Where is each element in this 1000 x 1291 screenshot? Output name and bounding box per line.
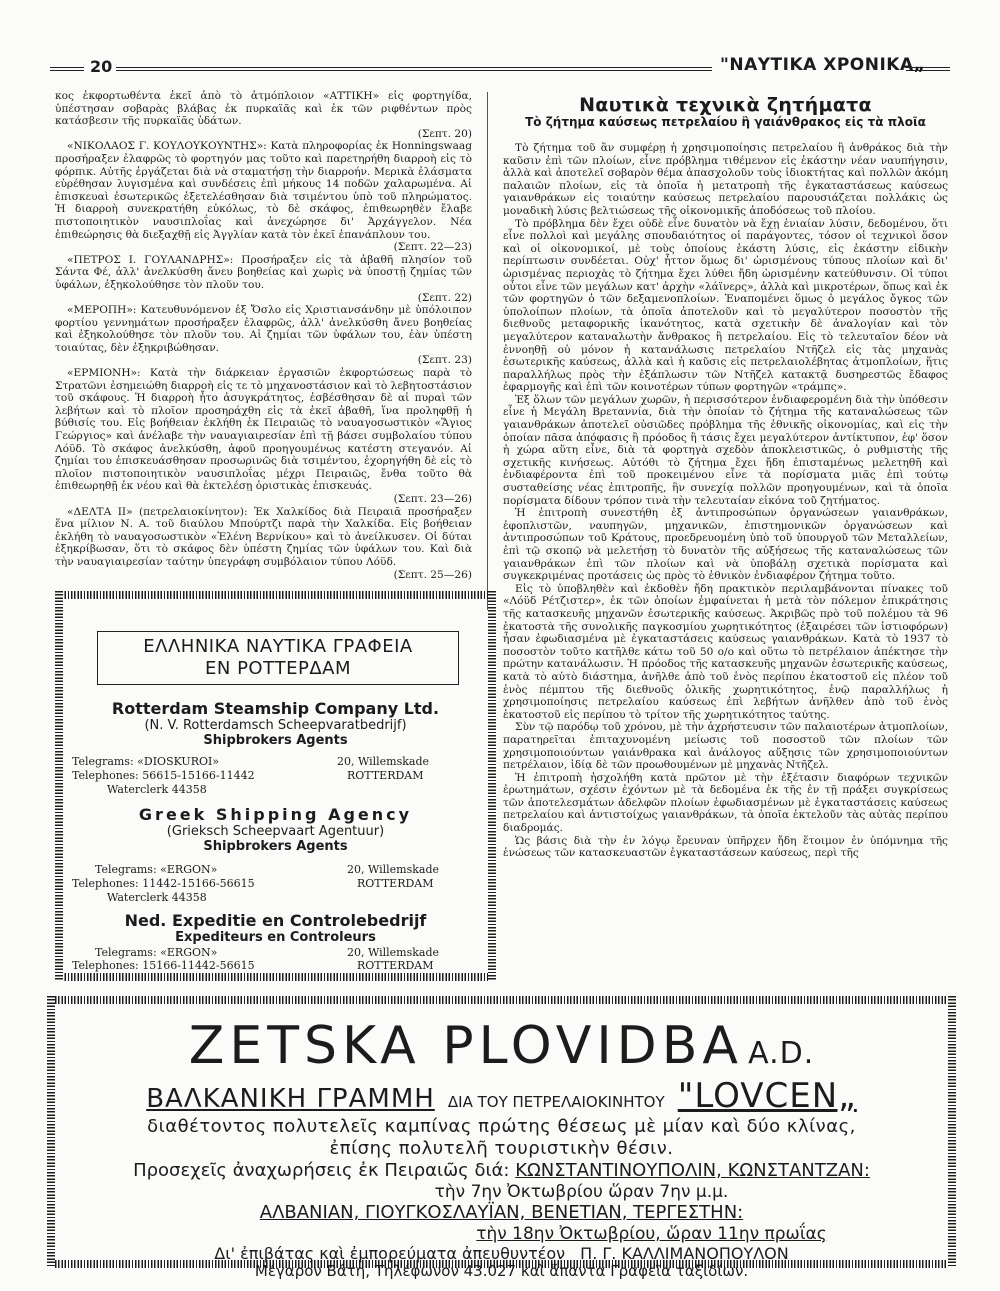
article-subtitle: Τὸ ζήτημα καύσεως πετρελαίου ἢ γαιάνθρακος εἰς τὰ πλοῖα bbox=[525, 115, 926, 129]
ad-border-bottom bbox=[55, 973, 496, 981]
firm2-telephones: Telephones: 11442-15166-56615 bbox=[72, 877, 255, 890]
firm1-waterclerk: Waterclerk 44358 bbox=[107, 783, 207, 796]
firm2-address1: 20, Willemskade bbox=[347, 863, 440, 876]
article-paragraph: Ἡ ἐπιτροπὴ ἠσχολήθη κατὰ πρῶτον μὲ τὴν ἐξέτασιν διαφόρων τεχνικῶν ἐρωτημάτων, σχέσιν ἐχόντων μὲ τὰ δεδομένα ἐκ τῆς ἐν τῇ πράξει συγκρίσεως τῶν ἀποτελεσμάτων ἀδελφῶν πλοίων ἐφωδιασμένων μὲ ἐγκαταστάσεις καύσεως πετρελαίου καὶ ἀντιστοίχως γαιανθράκων, τὰ ὁποῖα ἐκτελοῦν τὰς αὐτὰς περίπου διαδρομάς. bbox=[503, 771, 948, 835]
firm1-address1: 20, Willemskade bbox=[337, 755, 430, 768]
firm-ned-expeditie bbox=[67, 911, 484, 945]
news-item bbox=[55, 506, 472, 582]
banner-departures-label: Προσεχεῖς ἀναχωρήσεις ἐκ Πειραιῶς διά: bbox=[133, 1160, 510, 1181]
news-item bbox=[55, 140, 472, 253]
firm1-role: Shipbrokers Agents bbox=[203, 733, 348, 748]
firm1-address2: ROTTERDAM bbox=[347, 769, 424, 782]
ad-heading-line2: ΕΝ ΡΟΤΤΕΡΔΑΜ bbox=[205, 658, 351, 679]
firm2-role: Shipbrokers Agents bbox=[203, 839, 348, 854]
banner-contact bbox=[55, 1244, 948, 1263]
ad-content bbox=[67, 603, 484, 972]
news-item-date: (Σεπτ. 23—26) bbox=[393, 493, 472, 505]
article-paragraph: Ὡς βάσις διὰ τὴν ἐν λόγῳ ἔρευναν ὑπῆρχεν ἤδη ἕτοιμον ἐν ὑπόμνημα τῆς ἑνώσεως τῶν κατασκευαστῶν ἐγκαταστάσεων καύσεως, περὶ τῆς bbox=[503, 834, 948, 860]
article-title: Ναυτικὰ τεχνικὰ ζητήματα bbox=[579, 94, 872, 116]
ad-heading-line1: ΕΛΛΗΝΙΚΑ ΝΑΥΤΙΚΑ ΓΡΑΦΕΙΑ bbox=[143, 636, 413, 657]
news-item bbox=[55, 254, 472, 304]
firm3-role: Expediteurs en Controleurs bbox=[175, 930, 376, 945]
article-paragraph: Τὸ ζήτημα τοῦ ἂν συμφέρῃ ἡ χρησιμοποίησις πετρελαίου ἢ ἀνθράκος διὰ τὴν καῦσιν ἐπὶ τῶν πλοίων, εἶνε πρόβλημα τιθέμενον εἰς ἑκάστην νέαν ναυπήγησιν, ἀλλὰ καὶ ἀποτελεῖ σοβαρὸν θέμα ἀπασχολοῦν τοὺς ἰδιοκτήτας καὶ πολλῶν ἀκόμη παλαιῶν πλοίων, εἰς τὰ ὁποῖα ἡ μετατροπὴ τῆς ἐγκαταστάσεως καύσεως γαιανθράκων εἰς τοιαύτην καύσεως πετρελαίου παρουσιάζεται πολλάκις ὡς μοναδικὴ λύσις βελτιώσεως τῆς οἰκονομικῆς ἀποδόσεως τοῦ πλοίου. bbox=[503, 142, 948, 217]
ad-heading-frame bbox=[97, 631, 459, 685]
header-rule-right bbox=[906, 67, 950, 71]
page-header bbox=[50, 55, 950, 81]
firm3-telegrams: Telegrams: «ERGON» bbox=[95, 946, 218, 959]
banner-balkan-line: ΒΑΛΚΑΝΙΚΗ ΓΡΑΜΜΗ bbox=[146, 1084, 435, 1114]
banner-tourist-class: ἐπίσης πολυτελῆ τουριστικὴν θέσιν. bbox=[329, 1138, 674, 1159]
ad-border-left bbox=[55, 591, 63, 981]
firm-rotterdam-steamship bbox=[67, 699, 484, 748]
news-item bbox=[55, 90, 472, 140]
banner-title bbox=[55, 1016, 948, 1076]
banner-agent-name: Π. Γ. ΚΑΛΛΙΜΑΝΟΠΟΥΛΟΝ bbox=[580, 1244, 789, 1263]
firm3-address1: 20, Willemskade bbox=[347, 946, 440, 959]
news-item-text: «ΝΙΚΟΛΑΟΣ Γ. ΚΟΥΛΟΥΚΟΥΝΤΗΣ»: Κατὰ πληροφορίας ἐκ Honningswaag προσήραξεν ἐλαφρῶς τὸ φορτηγόν μας τοῦτο καὶ παρετηρήθη διαρροὴ εἰς τὸ φόρπικ. Αὐτῆς ἐργάζεται διὰ νὰ σταματήσῃ τὴν διαρροήν. Μερικὰ ἐλάσματα εὑρέθησαν λυγισμένα καὶ συνδέσεις ἐπὶ μήκους 14 ποδῶν χαλαρωμένα. Αἱ ἐπισκευαὶ ἐσωτερικῶς ἐξετελέσθησαν διὰ τσιμέντου ὑπὸ τοῦ πληρώματος. Ἡ διαρροὴ συνεκρατήθη εὐκόλως, τὸ δὲ σκάφος, ἐπιθεωρηθὲν ἔλαβε πιστοποιητικὸν ναυσιπλοΐας καὶ ἀνεχώρησε δι' Ἀρχάγγελον. Νέα ἐπιθεώρησις θὰ διεξαχθῇ εἰς Ἀγγλίαν κατὰ τὸν ἐκεῖ ἐπανάπλουν του. bbox=[55, 140, 472, 241]
banner-date-1: τὴν 7ην Ὀκτωβρίου ὥραν 7ην μ.μ. bbox=[434, 1182, 729, 1202]
banner-border-right bbox=[948, 996, 956, 1268]
firm2-telegrams: Telegrams: «ERGON» bbox=[95, 863, 218, 876]
banner-destination-2 bbox=[55, 1202, 948, 1223]
firm1-name: Rotterdam Steamship Company Ltd. bbox=[111, 699, 440, 718]
banner-destination-1: ΚΩΝΣΤΑΝΤΙΝΟΥΠΟΛΙΝ, ΚΩΝΣΤΑΝΤΖΑΝ: bbox=[515, 1160, 870, 1181]
banner-departures bbox=[55, 1160, 948, 1181]
banner-address: Μέγαρον Βάτη, Τηλέφωνον 43.027 καὶ ἅπαντα Γραφεῖα ταξιδίων. bbox=[254, 1262, 749, 1280]
news-item-date: (Σεπτ. 20) bbox=[417, 127, 472, 140]
banner-cabins: διαθέτοντος πολυτελεῖς καμπίνας πρώτης θέσεως μὲ μίαν καὶ δύο κλίνας, bbox=[147, 1116, 856, 1137]
firm2-waterclerk: Waterclerk 44358 bbox=[107, 891, 207, 904]
header-rule-middle bbox=[116, 67, 712, 71]
banner-destination-2-text: ΑΛΒΑΝΙΑΝ, ΓΙΟΥΓΚΟΣΛΑΥΪΑΝ, ΒΕΝΕΤΙΑΝ, ΤΕΡΓΕΣΤΗΝ: bbox=[259, 1202, 744, 1223]
firm1-sub: (N. V. Rotterdamsch Scheepvaratbedrijf) bbox=[144, 718, 407, 733]
article-paragraph: Σὺν τῷ παρόδῳ τοῦ χρόνου, μὲ τὴν ἀχρήστευσιν τῶν παλαιοτέρων ἀτμοπλοίων, παρατηρεῖται ἐπιταχυνομένη μείωσις τοῦ ποσοστοῦ τῶν πλοίων τῶν χρησιμοποιούντων γαιάνθρακα καὶ ἀνάλογος αὔξησις τῶν χρησιμοποιούντων πετρέλαιον, ἰδίᾳ δὲ τῶν προωθουμένων μὲ μηχανὰς Ντῆζελ. bbox=[503, 721, 948, 772]
article-paragraph: Εἰς τὸ ὑποβληθὲν καὶ ἐκδοθὲν ἤδη πρακτικὸν περιλαμβάνονται πίνακες τοῦ «Λόϋδ Ρέτζιστερ», ἐκ τῶν ὁποίων ἐμφαίνεται ἡ μετὰ τὸν πόλεμον ἐπικράτησις τῆς κατασκευῆς μηχανῶν ἐσωτερικῆς καύσεως. Ἀκριβῶς πρὸ τοῦ πολέμου τὰ 96 ἑκατοστὰ τῆς συνολικῆς παγκοσμίου χωρητικότητος (ἐξαιρέσει τῶν ἱστιοφόρων) ἦσαν ἐφωδιασμένα μὲ ἐγκαταστάσεις καύσεως γαιανθράκων. Κατὰ τὸ 1937 τὸ ποσοστὸν τοῦτο κατῆλθε κάτω τοῦ 50 ο/ο καὶ οὕτω τὸ πετρέλαιον ἀπέκτησε τὴν πρώτην κατανάλωσιν. Ἡ πρόοδος τῆς κατασκευῆς μηχανῶν ἐσωτερικῆς καύσεως, κατὰ τὸ αὐτὸ διάστημα, ἀνῆλθε ἀπὸ τοῦ ἑνὸς περίπου ἑκατοστοῦ εἰς πλέον τοῦ ἑνὸς πέμπτου τῆς διεθνοῦς ὁλικῆς χωρητικότητος, ἐνῷ παραλλήλως ἡ χρησιμοποίησις πετρελαίου καύσεως ἐπὶ λεβήτων ἀνῆλθεν ἀπὸ τοῦ ἑνὸς ἑκατοστοῦ εἰς περίπου τὸ τρίτον τῆς χωρητικότητος ταύτης. bbox=[503, 582, 948, 721]
firm2-sub: (Grieksch Scheepvaart Agentuur) bbox=[166, 824, 385, 839]
banner-date-2-text: τὴν 18ην Ὀκτωβρίου, ὥραν 11ην πρωΐας bbox=[476, 1224, 827, 1244]
banner-border-left bbox=[47, 996, 55, 1268]
firm2-address2: ROTTERDAM bbox=[357, 877, 434, 890]
firm3-address2: ROTTERDAM bbox=[357, 959, 434, 972]
news-item-text: «ΠΕΤΡΟΣ Ι. ΓΟΥΛΑΝΔΡΗΣ»: Προσήραξεν εἰς τὰ ἀβαθῆ πλησίον τοῦ Σάντα Φέ, ἀλλ' ἀνελκύσθη ἄνευ βοηθείας καὶ χωρὶς νὰ ὑποστῇ ζημίας τῶν ὑφάλων, ἐξηκολούθησε τὸν πλοῦν του. bbox=[55, 253, 472, 291]
news-item bbox=[55, 304, 472, 367]
header-rule-left bbox=[50, 67, 84, 71]
news-item-date: (Σεπτ. 23) bbox=[417, 354, 472, 367]
ad-border-top bbox=[55, 591, 496, 599]
article-paragraph: Τὸ πρόβλημα δὲν ἔχει οὐδὲ εἶνε δυνατὸν νὰ ἔχῃ ἑνιαίαν λύσιν, δεδομένου, ὅτι εἶνε πολλοὶ καὶ μεγάλης σπουδαιότητος οἱ παράγοντες, τόσον οἱ τεχνικοὶ ὅσον καὶ οἱ οἰκονομικοί, μὲ τοὺς ὁποίους ἑκάστη λύσις, εἰς ἑκάστην εἰδικὴν περίπτωσιν συνδέεται. Οὐχ' ἧττον ὅμως δι' ὡρισμένους τύπους πλοίων καὶ δι' ὡρισμένας περιοχὰς τὸ ζήτημα ἔχει λύθει ἤδη ὡρισμένην κατεύθυνσιν. Οἱ τύποι οὗτοι εἶνε τῶν μεγάλων κατ' ἀρχὴν «λάϊνερς», ἀλλὰ καὶ μικροτέρων, ὅπως καὶ ἐκ τῶν φορτηγῶν ὁ τῶν δεξαμενοπλοίων. Ἐναπομένει ὅμως ὁ μεγάλος ὄγκος τῶν ὑπολοίπων πλοίων, τὰ ὁποῖα ἀποτελοῦν καὶ τὸ μεγαλύτερον ποσοστὸν τῆς διεθνοῦς μεταφορικῆς ἱκανότητος, κατὰ σχετικὴν δὲ ἀναλογίαν καὶ τὸν μεγαλύτερον καταναλωτὴν ἄνθρακος ἢ πετρελαίου. Εἰς τὸ τελευταῖον δέον νὰ ἐννοηθῇ οὐ μόνον ἡ κατανάλωσις πετρελαίου Ντῆζελ εἰς τὰς μηχανὰς ἐσωτερικῆς καύσεως, ἀλλὰ καὶ ἡ καῦσις εἰς πετρελαιολέβητας ἀτμοπλοίων, ἥτις παραλλήλως πρὸς τὴν ἐξάπλωσιν τῶν Ντῆζελ κατακτᾷ δυσηρεστῶς ἔδαφος ἐφαρμογῆς καὶ ἐπὶ τῶν κοινοτέρων τύπων φορτηγῶν «τράμπς». bbox=[503, 217, 948, 394]
banner-line-route bbox=[55, 1076, 948, 1116]
news-item-date: (Σεπτ. 22) bbox=[417, 291, 472, 304]
page-number: 20 bbox=[90, 57, 113, 76]
firm2-name: Greek Shipping Agency bbox=[138, 805, 413, 824]
news-item-text: κος ἐκφορτωθέντα ἐκεῖ ἀπὸ τὸ ἀτμόπλοιον «ΑΤΤΙΚΗ» εἰς φορτηγίδα, ὑπέστησαν σοβαρὰς βλάβας ἐκ πυρκαϊᾶς καὶ ἐκ τῶν ριφθέντων πρὸς κατάσβεσιν τῆς πυρκαϊᾶς ὑδάτων. bbox=[55, 90, 472, 128]
news-item-date: (Σεπτ. 25—26) bbox=[393, 568, 472, 581]
firm-greek-shipping-agency bbox=[67, 805, 484, 854]
shipping-offices-ad bbox=[55, 591, 496, 981]
firm1-telegrams: Telegrams: «DIOSKUROI» bbox=[72, 755, 220, 768]
news-item-text: «ΜΕΡΟΠΗ»: Κατευθυνόμενον ἐξ Ὄσλο εἰς Χριστιανσάνδην μὲ ὑπόλοιπον φορτίου γεννημάτων προσήραξεν ἐλαφρῶς, ἀλλ' ἀνελκύσθη ἄνευ βοηθείας καὶ ἐξηκολούθησε τὸν πλοῦν του. Αἱ ζημίαι τῶν ὑφάλων του, ἐὰν ὑπέστη τοιαύτας, δὲν ἐξηκριβώθησαν. bbox=[55, 304, 472, 354]
banner-date-2 bbox=[55, 1224, 948, 1244]
article-paragraph: Ἡ ἐπιτροπὴ συνεστήθη ἐξ ἀντιπροσώπων ὀργανώσεων γαιανθράκων, ἐφοπλιστῶν, ναυπηγῶν, μηχανικῶν, ἐπιστημονικῶν ὀργανώσεων καὶ ἀντιπροσώπων τοῦ Κράτους, προεδρευομένη ὑπὸ τοῦ ὑπουργοῦ τῶν Μεταλλείων, ἐπὶ τῷ σκοπῷ νὰ μελετήσῃ τὸ δυνατὸν τῆς αὐξήσεως τῆς καταναλώσεως τῶν γαιανθράκων ἐπὶ τῶν πλοίων καὶ νὰ ὑποβάλῃ σχετικὰ πορίσματα καὶ συγκεκριμένας προτάσεις ὡς πρὸς τὸ ἐθνικὸν ἐνδιαφέρον ζήτημα τοῦτο. bbox=[503, 507, 948, 583]
banner-company-name: ZETSKA PLOVIDBA bbox=[188, 1016, 743, 1076]
article-paragraph: Ἐξ ὅλων τῶν μεγάλων χωρῶν, ἡ περισσότερον ἐνδιαφερομένη διὰ τὴν ὑπόθεσιν εἶνε ἡ Μεγάλη Βρεταννία, διὰ τὴν ὁποίαν τὸ ζήτημα τῆς καταναλώσεως τῶν γαιανθράκων ἀποτελεῖ οὐσιῶδες πρόβλημα τῆς ἐθνικῆς οἰκονομίας, καὶ εἰς τὴν ὁποίαν πᾶσα ἀπόφασις ἢ πρόοδος ἢ τάσις ἔχει μεγαλύτερον ἀντίκτυπον, ἐφ' ὅσον ἡ χώρα αὕτη εἶνε, διὰ τὰ φορτηγὰ σχεδὸν ἀποκλειστικῶς, ὁ ρυθμιστὴς τῆς σχετικῆς κινήσεως. Αὐτόθι τὸ ζήτημα ἔχει ἤδη ἐπισταμένως μελετηθῆ καὶ ἐνδιαφέροντα ἐπὶ τοῦ προκειμένου εἶνε τὰ πορίσματα μιᾶς ἐπὶ τούτῳ συσταθείσης νέας ἐπιτροπῆς, ἣν συνεχίᾳ πολλῶν προηγουμένων, καὶ τὰ ὁποῖα πορίσματα δίδουν τρόπον τινὰ τὴν τελευταίαν εἰκόνα τοῦ ζητήματος. bbox=[503, 393, 948, 507]
news-item-text: «ΕΡΜΙΟΝΗ»: Κατὰ τὴν διάρκειαν ἐργασιῶν ἐκφορτώσεως παρὰ τὸ Στρατῶνι ἐσημειώθη διαρροὴ εἰς τε τὸ μηχανοστάσιον καὶ τὸ λεβητοστάσιον τοῦ σκάφους. Ἡ διαρροὴ ἦτο ἀσυγκράτητος, ἐσβέσθησαν δὲ αἱ πυραὶ τῶν λεβήτων καὶ τὸ πλοῖον προσηράχθη εἰς τὰ ἐκεῖ ἀβαθῆ, ἵνα προληφθῇ ἡ βύθισίς του. Εἰς βοήθειαν ἐκλήθη ἐκ Πειραιῶς τὸ ναυαγοσωστικὸν «Ἅγιος Γεώργιος» καὶ ἀνέλαβε τὴν ναυαγιαιρεσίαν ἐπὶ τῇ βάσει συμβολαίου τύπου Λόϋδ. Τὸ σκάφος ἀνελκύσθη, ἀφοῦ προηγουμένως κατέστη στεγανόν. Αἱ ζημίαι του ἐπισκευάσθησαν προσωρινῶς διὰ τσιμέντου, ἐχορηγήθη δὲ εἰς τὸ πλοῖον πιστοποιητικὸν ναυσιπλοΐας μέχρι Πειραιῶς, ἔνθα τοῦτο θὰ ἐπιθεωρηθῇ ἐκ νέου καὶ θὰ ἐκτελέσῃ ὁριστικὰς ἐπισκευάς. bbox=[55, 367, 472, 493]
firm1-telephones: Telephones: 56615-15166-11442 bbox=[72, 769, 255, 782]
column-divider bbox=[487, 92, 488, 610]
banner-contact-label: Δι' ἐπιβάτας καὶ ἐμπορεύματα ἀπευθυντέον bbox=[214, 1244, 566, 1263]
left-column-news bbox=[55, 90, 472, 581]
news-item bbox=[55, 367, 472, 506]
news-item-date: (Σεπτ. 22—23) bbox=[393, 241, 472, 254]
firm3-telephones: Telephones: 15166-11442-56615 bbox=[72, 959, 255, 972]
banner-via-motorship: ΔΙΑ ΤΟΥ ΠΕΤΡΕΛΑΙΟΚΙΝΗΤΟΥ bbox=[447, 1093, 665, 1111]
firm3-name: Ned. Expeditie en Controlebedrijf bbox=[124, 911, 427, 930]
publication-title: "ΝΑΥΤΙΚΑ ΧΡΟΝΙΚΑ„ bbox=[720, 55, 926, 75]
news-item-text: «ΔΕΛΤΑ ΙΙ» (πετρελαιοκίνητον): Ἐκ Χαλκίδος διὰ Πειραιᾶ προσήραξεν ἕνα μίλιον Ν. Α. τοῦ διαύλου Μπούρτζι παρὰ τὴν Χαλκίδα. Εἰς βοήθειαν ἐκλήθη τὸ ναυαγοσωστικὸν «Ἐλένη Βερνίκου» καὶ τὸ ἀνείλκυσεν. Οἱ δύται ἐξηκρίβωσαν, ὅτι τὸ σκάφος δὲν ὑπέστη ζημίας τῶν ὑφάλων του. Καὶ διὰ τὴν ναυαγιαιρεσίαν ταύτην ὑπεγράφη συμβόλαιον τύπου Λόϋδ. bbox=[55, 505, 472, 568]
right-column-article bbox=[503, 142, 948, 860]
banner-company-suffix: A.D. bbox=[748, 1036, 815, 1071]
zetska-plovidba-ad bbox=[55, 1004, 948, 1280]
ad-border-right bbox=[488, 591, 496, 981]
banner-border-top bbox=[55, 996, 948, 1004]
banner-ship-name: "LOVCEN„ bbox=[677, 1076, 857, 1116]
